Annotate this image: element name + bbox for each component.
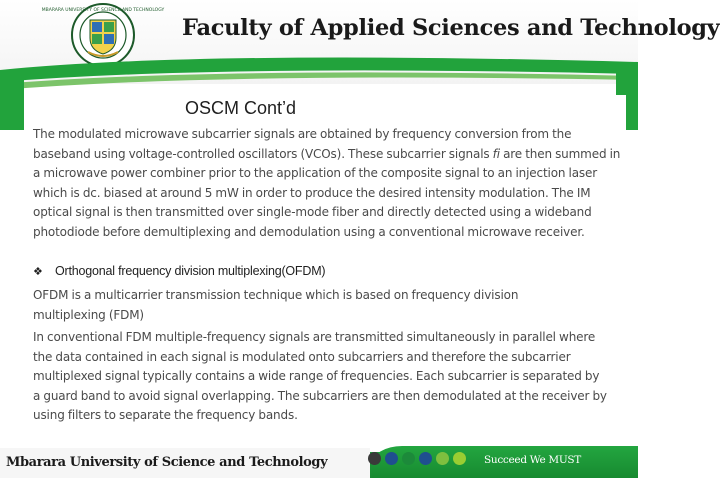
faculty-title: Faculty of Applied Sciences and Technology (182, 15, 720, 41)
footer-dot (402, 452, 415, 465)
bullet-text: Orthogonal frequency division multiplexing(OFDM) (55, 264, 326, 278)
slide-title: OSCM Cont’d (185, 98, 297, 118)
logo-ring-text: MBARARA UNIVERSITY OF SCIENCE AND TECHNOLOGY (41, 8, 165, 13)
slide-content (28, 95, 626, 445)
paragraph-oscm: The modulated microwave subcarrier signals are obtained by frequency conversion from the baseband using voltage-controlled oscillators (VCOs). These subcarrier signals fi are then summed in a microwave power combiner prior to the application of the composite signal to an injection laser which is dc. biased at around 5 mW in order to produce the desired intensity modulation. The IM optical signal is then transmitted over single-mode fiber and directly detected using a wideband photodiode before demultiplexing and demodulation using a conventional microwave receiver. (33, 127, 621, 239)
university-motto: Succeed We MUST (484, 454, 581, 466)
footer-dots (368, 452, 466, 468)
footer-dot (368, 452, 381, 465)
footer-dot (436, 452, 449, 465)
footer-dot (453, 452, 466, 465)
diamond-bullet-icon: ❖ (33, 265, 43, 278)
paragraph-fdm: In conventional FDM multiple-frequency signals are transmitted simultaneously in parallel where the data contained in each signal is modulated onto subcarriers and therefore the subcarrier multiplexed signal typically contains a wide range of frequencies. Each subcarrier is separated by a guard band to avoid signal overlapping. The subcarriers are then demodulated at the receiver by using filters to separate the frequency bands. (33, 330, 607, 423)
footer-dot (385, 452, 398, 465)
university-name: Mbarara University of Science and Technology (6, 455, 328, 470)
footer-dot (419, 452, 432, 465)
paragraph-ofdm-definition: OFDM is a multicarrier transmission technique which is based on frequency division multiplexing (FDM) (33, 288, 519, 322)
bullet-ofdm (33, 263, 325, 283)
